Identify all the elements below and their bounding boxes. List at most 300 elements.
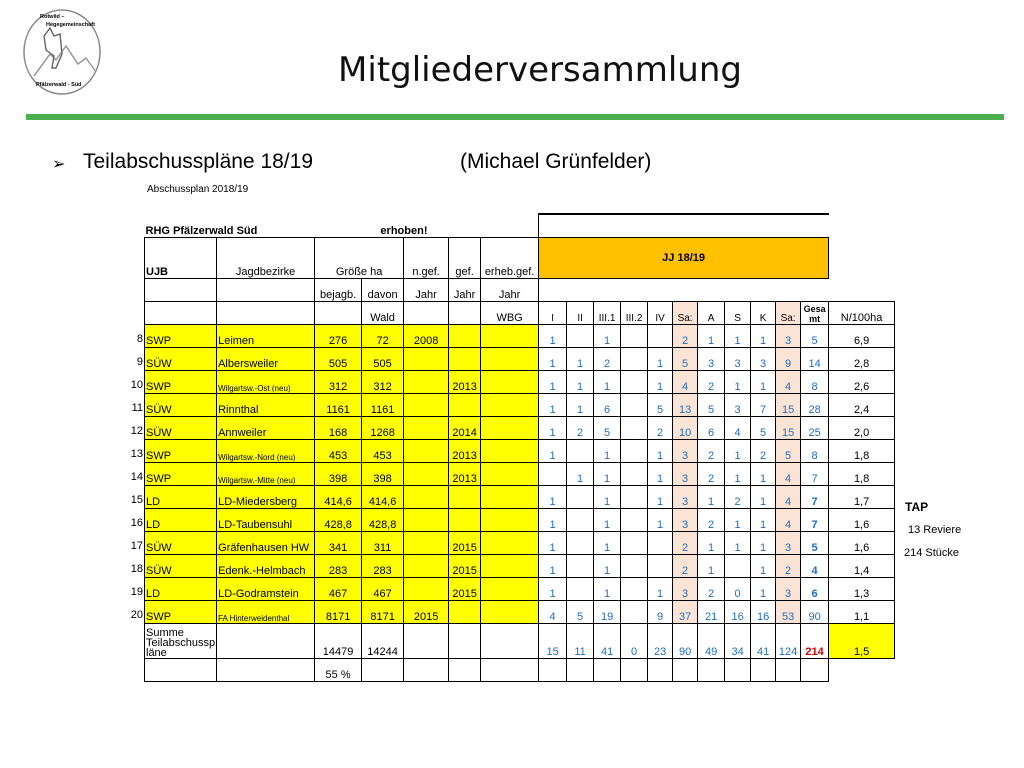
count-cell: 3 (673, 509, 698, 532)
density-value: 2,0 (829, 417, 895, 440)
table-row (145, 601, 895, 624)
count-cell: 7 (751, 394, 776, 417)
count-cell (621, 555, 648, 578)
wbg-value (481, 440, 539, 463)
ujb-value: SWP (146, 611, 172, 623)
count-cell: 1 (594, 440, 621, 463)
size-ha: 1161 (315, 394, 362, 417)
size-ha: 453 (315, 440, 362, 463)
count-cell: 1 (751, 555, 776, 578)
ujb-cell (130, 463, 217, 486)
wbg-value (481, 394, 539, 417)
count-cell: 1 (539, 509, 567, 532)
empty-cell (145, 659, 217, 682)
count-cell: 8 (801, 371, 829, 394)
ngef-year: 2015 (404, 601, 449, 624)
side-note-reviere: 13 Reviere (908, 524, 962, 536)
count-cell (621, 509, 648, 532)
gef-year (449, 509, 481, 532)
count-cell (567, 440, 594, 463)
count-cell: 2 (698, 371, 725, 394)
logo-line-3: Pfälzerwald - Süd (36, 82, 82, 88)
size-ha: 283 (315, 555, 362, 578)
count-cell: 1 (751, 463, 776, 486)
row-number: 15 (130, 494, 143, 506)
empty-cell (404, 659, 449, 682)
ujb-cell (130, 417, 217, 440)
wald-ha: 8171 (362, 601, 404, 624)
count-cell: 4 (776, 509, 801, 532)
wald-ha: 72 (362, 325, 404, 348)
wbg-value (481, 532, 539, 555)
count-cell: 16 (725, 601, 751, 624)
density-value: 1,6 (829, 509, 895, 532)
count-cell: 3 (725, 394, 751, 417)
table-row (145, 394, 895, 417)
row-number: 9 (136, 356, 143, 368)
col-header-7: S (725, 302, 751, 325)
col-header-10: Gesa mt (801, 302, 829, 325)
empty-cell (621, 659, 648, 682)
count-cell: 1 (539, 486, 567, 509)
count-cell: 1 (648, 348, 673, 371)
sum-label: Summe Teilabschussp läne (145, 624, 217, 659)
density-value: 1,8 (829, 440, 895, 463)
wald-ha: 311 (362, 532, 404, 555)
ujb-cell (130, 486, 217, 509)
count-cell: 7 (801, 509, 829, 532)
count-cell: 1 (539, 371, 567, 394)
count-cell: 13 (673, 394, 698, 417)
count-cell: 2 (698, 509, 725, 532)
table-row (145, 417, 895, 440)
gef-year (449, 394, 481, 417)
ujb-cell (131, 394, 217, 417)
ujb-cell (130, 509, 217, 532)
density-value: 6,9 (829, 325, 895, 348)
row-number: 14 (130, 471, 143, 483)
wald-ha: 1268 (362, 417, 404, 440)
ujb-value: SÜW (146, 427, 172, 439)
sum-count: 34 (725, 624, 751, 659)
table-row (145, 463, 895, 486)
org-name: RHG Pfälzerwald Süd (145, 225, 258, 237)
gef-year (449, 486, 481, 509)
ngef-year (404, 348, 449, 371)
empty-cell (698, 659, 725, 682)
presenter-name: (Michael Grünfelder) (460, 150, 652, 173)
size-ha: 428,8 (315, 509, 362, 532)
jagdbezirk-name: FA Hinterweidenthal (217, 601, 315, 624)
count-cell: 1 (725, 463, 751, 486)
empty-cell (362, 659, 404, 682)
size-ha: 312 (315, 371, 362, 394)
table-row (145, 555, 895, 578)
col-header-3: III.2 (621, 302, 648, 325)
ngef-year: 2008 (404, 325, 449, 348)
count-cell: 2 (725, 486, 751, 509)
wald-ha: 1161 (362, 394, 404, 417)
ngef-year (404, 463, 449, 486)
count-cell: 53 (776, 601, 801, 624)
count-cell: 1 (567, 348, 594, 371)
count-cell: 1 (567, 463, 594, 486)
ujb-header: UJB (145, 238, 217, 279)
wald-ha: 505 (362, 348, 404, 371)
count-cell: 5 (594, 417, 621, 440)
wald-ha: 453 (362, 440, 404, 463)
ngef-year (404, 555, 449, 578)
count-cell: 9 (648, 601, 673, 624)
size-ha: 341 (315, 532, 362, 555)
sum-empty (481, 624, 539, 659)
count-cell: 2 (567, 417, 594, 440)
wald-ha: 283 (362, 555, 404, 578)
count-cell: 1 (539, 578, 567, 601)
jagdbezirk-name: LD-Miedersberg (217, 486, 315, 509)
density-value: 1,4 (829, 555, 895, 578)
sum-count: 124 (776, 624, 801, 659)
count-cell (621, 417, 648, 440)
count-cell: 2 (673, 532, 698, 555)
wbg-value (481, 417, 539, 440)
count-cell: 16 (751, 601, 776, 624)
count-cell: 1 (594, 371, 621, 394)
ujb-cell (130, 532, 217, 555)
row-number: 17 (130, 540, 143, 552)
count-cell: 15 (776, 394, 801, 417)
sum-count: 15 (539, 624, 567, 659)
size-ha: 8171 (315, 601, 362, 624)
ujb-cell (136, 348, 217, 371)
count-cell: 0 (725, 578, 751, 601)
count-cell: 4 (539, 601, 567, 624)
ujb-value: LD (146, 496, 161, 508)
ujb-value: SWP (146, 335, 172, 347)
count-cell: 1 (539, 555, 567, 578)
gef-year: 2015 (449, 532, 481, 555)
jagdbezirk-name: Gräfenhausen HW (217, 532, 315, 555)
side-note-stuecke: 214 Stücke (904, 547, 960, 559)
count-cell: 3 (673, 463, 698, 486)
jagdbezirk-name: Wilgartsw.-Nord (neu) (217, 440, 315, 463)
logo-line-1: Rotwild – (40, 14, 65, 20)
count-cell: 1 (751, 371, 776, 394)
wbg-value (481, 601, 539, 624)
count-cell: 1 (648, 371, 673, 394)
jahr-header-1: Jahr (404, 279, 449, 302)
col-header-0: I (539, 302, 567, 325)
count-cell: 4 (776, 463, 801, 486)
size-ha: 276 (315, 325, 362, 348)
jj-header: JJ 18/19 (539, 238, 829, 279)
sum-count: 49 (698, 624, 725, 659)
count-cell (539, 463, 567, 486)
row-number: 8 (136, 333, 143, 345)
table-row (145, 371, 895, 394)
count-cell: 5 (801, 325, 829, 348)
row-number: 19 (130, 586, 143, 598)
wbg-value (481, 463, 539, 486)
gef-year (449, 325, 481, 348)
gef-year: 2015 (449, 555, 481, 578)
count-cell: 1 (567, 394, 594, 417)
size-ha: 398 (315, 463, 362, 486)
jagdbezirke-header: Jagdbezirke (217, 238, 315, 279)
row-number: 13 (130, 448, 143, 460)
count-cell: 1 (567, 371, 594, 394)
count-cell: 7 (801, 463, 829, 486)
table-row (145, 348, 895, 371)
count-cell: 2 (673, 325, 698, 348)
col-header-6: A (698, 302, 725, 325)
empty-cell (829, 659, 895, 682)
gef-year: 2013 (449, 371, 481, 394)
size-ha: 168 (315, 417, 362, 440)
col-header-8: K (751, 302, 776, 325)
gef-year: 2015 (449, 578, 481, 601)
jahr-header-3: Jahr (481, 279, 539, 302)
count-cell: 5 (776, 440, 801, 463)
count-cell: 6 (698, 417, 725, 440)
table-row (145, 578, 895, 601)
wbg-header: WBG (481, 302, 539, 325)
sum-count: 41 (751, 624, 776, 659)
count-cell: 4 (776, 371, 801, 394)
density-value: 2,8 (829, 348, 895, 371)
count-cell: 1 (751, 509, 776, 532)
count-cell (621, 440, 648, 463)
count-cell (567, 509, 594, 532)
gef-header: gef. (449, 238, 481, 279)
col-header-2: III.1 (594, 302, 621, 325)
density-value: 2,6 (829, 371, 895, 394)
jagdbezirk-name: Annweiler (217, 417, 315, 440)
count-cell (621, 578, 648, 601)
count-cell: 19 (594, 601, 621, 624)
count-cell: 1 (648, 509, 673, 532)
count-cell: 3 (776, 532, 801, 555)
jagdbezirk-name: Wilgartsw.-Ost (neu) (217, 371, 315, 394)
jagdbezirk-name: LD-Godramstein (217, 578, 315, 601)
sum-count: 90 (673, 624, 698, 659)
col-header-11: N/100ha (829, 302, 895, 325)
row-number: 10 (130, 379, 143, 391)
empty-cell (594, 659, 621, 682)
gef-year: 2013 (449, 440, 481, 463)
plan-label: Abschussplan 2018/19 (147, 184, 249, 195)
sum-count: 23 (648, 624, 673, 659)
jagdbezirk-name: Wilgartsw.-Mitte (neu) (217, 463, 315, 486)
ujb-value: SÜW (146, 404, 172, 416)
count-cell (648, 555, 673, 578)
count-cell: 1 (648, 463, 673, 486)
count-cell: 5 (567, 601, 594, 624)
count-cell: 5 (673, 348, 698, 371)
size-ha: 414,6 (315, 486, 362, 509)
count-cell: 3 (673, 440, 698, 463)
jagdbezirk-name: LD-Taubensuhl (217, 509, 315, 532)
wbg-value (481, 555, 539, 578)
sum-density: 1,5 (829, 624, 895, 659)
count-cell: 1 (751, 325, 776, 348)
bullet-arrow-icon: ➢ (52, 154, 66, 173)
ujb-value: SÜW (146, 358, 172, 370)
count-cell: 1 (725, 325, 751, 348)
row-number: 20 (130, 609, 143, 621)
count-cell: 15 (776, 417, 801, 440)
ujb-value: SWP (146, 381, 172, 393)
count-cell: 10 (673, 417, 698, 440)
table-row (145, 486, 895, 509)
side-note-tap: TAP (905, 500, 929, 514)
jagdbezirk-name: Rinnthal (217, 394, 315, 417)
count-cell: 3 (776, 325, 801, 348)
ujb-value: LD (146, 588, 161, 600)
empty-cell (673, 659, 698, 682)
count-cell: 1 (539, 325, 567, 348)
ngef-year (404, 578, 449, 601)
count-cell (725, 555, 751, 578)
wald-ha: 414,6 (362, 486, 404, 509)
count-cell: 1 (539, 532, 567, 555)
ujb-value: SWP (146, 473, 172, 485)
table-row (145, 440, 895, 463)
count-cell (567, 578, 594, 601)
density-value: 1,1 (829, 601, 895, 624)
percent-row (145, 659, 895, 682)
ujb-value: SÜW (146, 565, 172, 577)
count-cell: 2 (751, 440, 776, 463)
count-cell (567, 486, 594, 509)
count-cell: 3 (673, 486, 698, 509)
wbg-value (481, 486, 539, 509)
empty-cell (801, 659, 829, 682)
wbg-value (481, 509, 539, 532)
erhebgef-header: erheb.gef. (481, 238, 539, 279)
size-ha: 467 (315, 578, 362, 601)
count-cell (621, 463, 648, 486)
density-value: 2,4 (829, 394, 895, 417)
count-cell: 37 (673, 601, 698, 624)
wald-header: Wald (362, 302, 404, 325)
sum-count: 0 (621, 624, 648, 659)
count-cell: 1 (594, 532, 621, 555)
count-cell: 1 (648, 486, 673, 509)
count-cell: 5 (698, 394, 725, 417)
wbg-value (481, 578, 539, 601)
empty-cell (217, 659, 315, 682)
ujb-cell (130, 440, 217, 463)
density-value: 1,3 (829, 578, 895, 601)
count-cell: 3 (725, 348, 751, 371)
count-cell: 1 (594, 555, 621, 578)
count-cell: 1 (594, 325, 621, 348)
count-cell: 4 (801, 555, 829, 578)
sum-empty (217, 624, 315, 659)
row-number: 12 (130, 425, 143, 437)
count-cell: 1 (698, 555, 725, 578)
count-cell: 1 (725, 509, 751, 532)
count-cell: 4 (776, 486, 801, 509)
col-header-1: II (567, 302, 594, 325)
bejagb-header: bejagb. (315, 279, 362, 302)
sum-size: 14479 (315, 624, 362, 659)
wald-ha: 428,8 (362, 509, 404, 532)
count-cell: 1 (725, 440, 751, 463)
ujb-cell (136, 325, 217, 348)
abschussplan-table (130, 213, 895, 682)
sum-empty (449, 624, 481, 659)
count-cell (567, 555, 594, 578)
title-divider (26, 114, 1004, 120)
wbg-value (481, 348, 539, 371)
count-cell (621, 371, 648, 394)
count-cell: 25 (801, 417, 829, 440)
count-cell: 1 (648, 578, 673, 601)
count-cell: 5 (648, 394, 673, 417)
groesse-header: Größe ha (315, 238, 404, 279)
count-cell: 7 (801, 486, 829, 509)
ujb-cell (130, 555, 217, 578)
count-cell (621, 325, 648, 348)
count-cell: 1 (698, 325, 725, 348)
wald-ha: 398 (362, 463, 404, 486)
empty-cell (776, 659, 801, 682)
count-cell (621, 486, 648, 509)
count-cell: 1 (751, 532, 776, 555)
sum-empty (404, 624, 449, 659)
wbg-value (481, 325, 539, 348)
sum-count: 41 (594, 624, 621, 659)
logo-line-2: Hegegemeinschaft (46, 22, 95, 28)
count-cell: 14 (801, 348, 829, 371)
jagdbezirk-name: Albersweiler (217, 348, 315, 371)
ngef-header: n.gef. (404, 238, 449, 279)
count-cell: 1 (539, 348, 567, 371)
ngef-year (404, 371, 449, 394)
count-cell: 3 (698, 348, 725, 371)
count-cell: 1 (725, 371, 751, 394)
count-cell: 4 (725, 417, 751, 440)
density-value: 1,8 (829, 463, 895, 486)
size-ha: 505 (315, 348, 362, 371)
count-cell: 4 (673, 371, 698, 394)
count-cell: 1 (594, 463, 621, 486)
erhoben-label: erhoben! (380, 225, 428, 237)
count-cell: 5 (751, 417, 776, 440)
wald-percent: 55 % (315, 659, 362, 682)
ujb-cell (130, 578, 217, 601)
ngef-year (404, 440, 449, 463)
count-cell: 1 (539, 417, 567, 440)
col-header-4: IV (648, 302, 673, 325)
count-cell (648, 532, 673, 555)
table-row (145, 509, 895, 532)
row-number: 16 (130, 517, 143, 529)
count-cell: 21 (698, 601, 725, 624)
density-value: 1,6 (829, 532, 895, 555)
count-cell: 1 (539, 440, 567, 463)
sum-count: 11 (567, 624, 594, 659)
count-cell (567, 532, 594, 555)
table-row (145, 532, 895, 555)
empty-cell (481, 659, 539, 682)
ngef-year (404, 532, 449, 555)
ujb-value: SWP (146, 450, 172, 462)
ngef-year (404, 509, 449, 532)
ngef-year (404, 486, 449, 509)
